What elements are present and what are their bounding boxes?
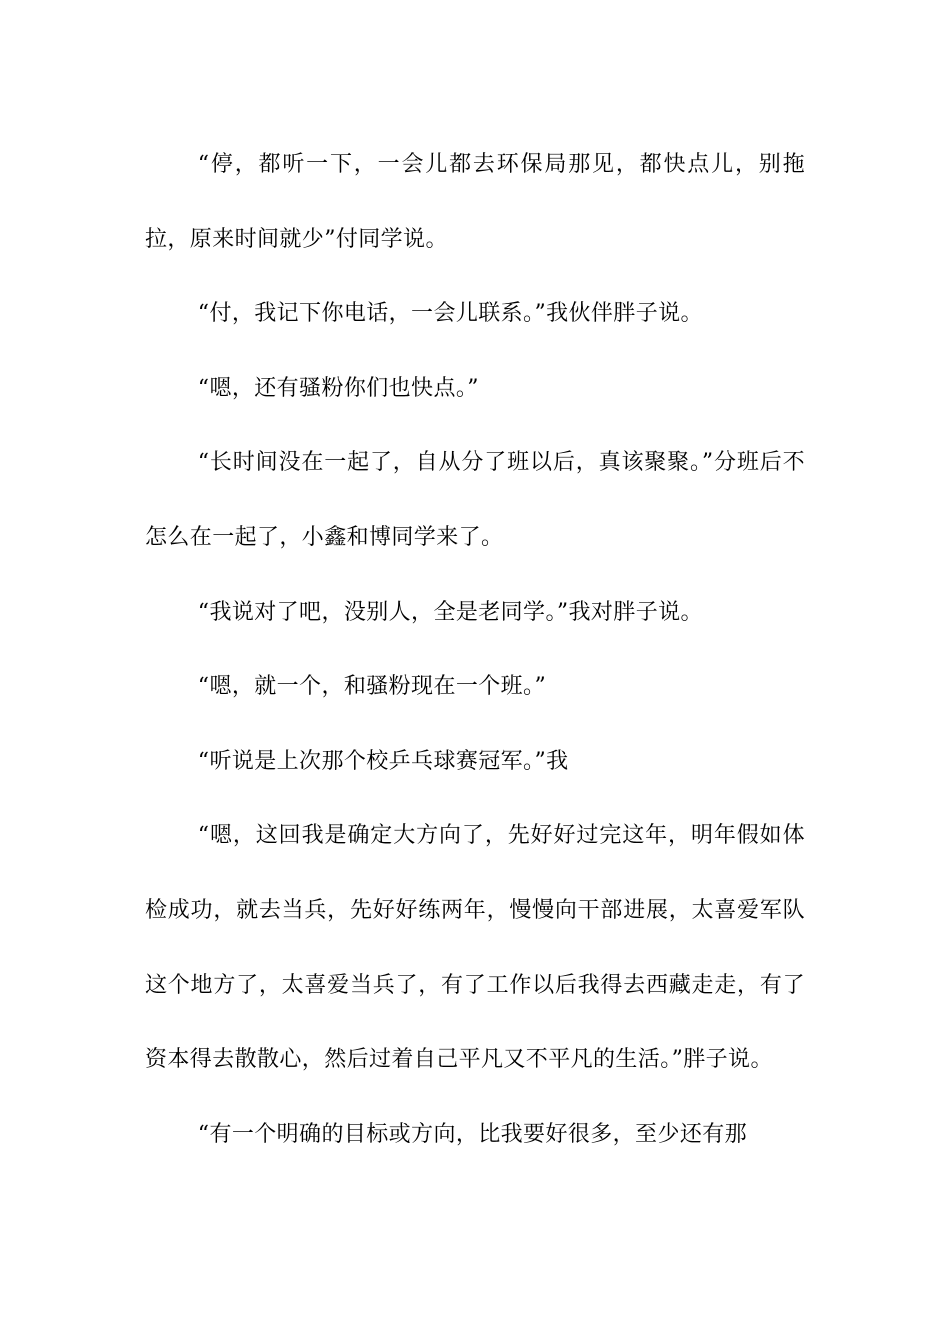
paragraph-1: “停，都听一下，一会儿都去环保局那见，都快点儿，别拖拉，原来时间就少”付同学说。 <box>145 152 805 252</box>
paragraph-7: “听说是上次那个校乒乓球赛冠军。”我 <box>197 748 569 774</box>
paragraph-8: “嗯，这回我是确定大方向了，先好好过完这年，明年假如体检成功，就去当兵，先好好练两年，慢慢向干部进展，太喜爱军队这个地方了，太喜爱当兵了，有了工作以后我得去西藏走走，有了资本得去散散心，然后过着自己平凡又不平凡的生活。”胖子说。 <box>145 823 805 1073</box>
paragraph-3: “嗯，还有骚粉你们也快点。” <box>197 375 479 401</box>
paragraph-9: “有一个明确的目标或方向，比我要好很多，至少还有那 <box>197 1121 748 1147</box>
paragraph-4: “长时间没在一起了，自从分了班以后，真该聚聚。”分班后不怎么在一起了，小鑫和博同学来了。 <box>145 450 805 550</box>
paragraph-6: “嗯，就一个，和骚粉现在一个班。” <box>197 674 547 700</box>
document-body <box>145 128 805 1172</box>
paragraph-2: “付，我记下你电话，一会儿联系。”我伙伴胖子说。 <box>197 301 703 327</box>
paragraph-5: “我说对了吧，没别人，全是老同学。”我对胖子说。 <box>197 599 703 625</box>
